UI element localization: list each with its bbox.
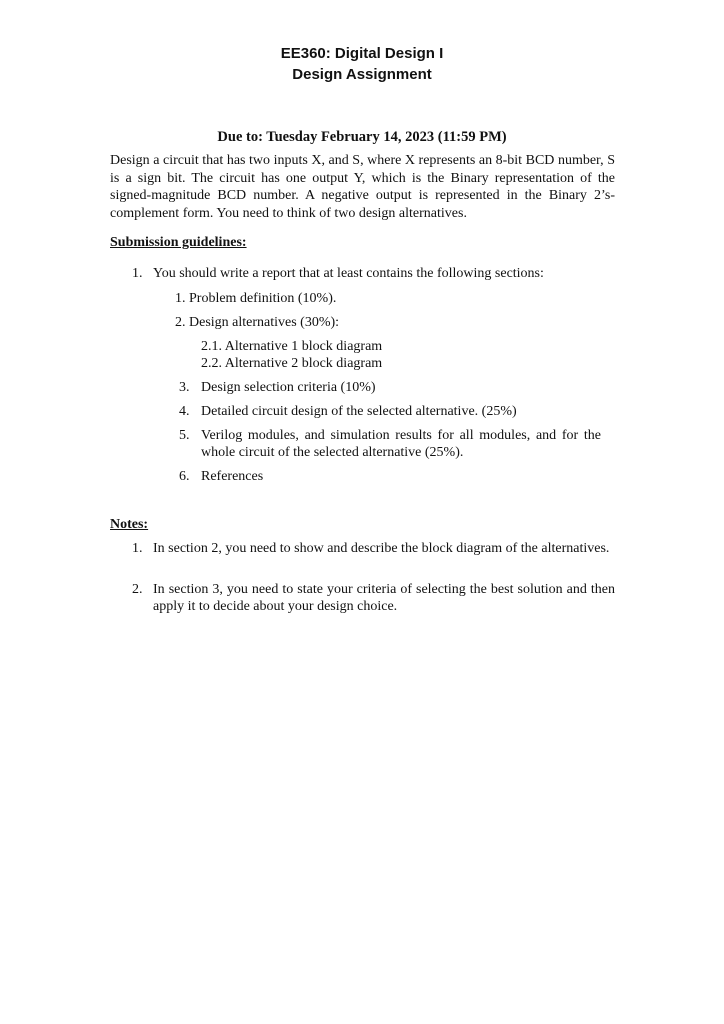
subsection-item: 2.2. Alternative 2 block diagram	[201, 356, 383, 371]
subsection-item: 2.1. Alternative 1 block diagram	[201, 339, 383, 354]
list-item-number: 6.	[179, 469, 190, 484]
section-item: Detailed circuit design of the selected alternative. (25%)	[201, 404, 517, 419]
section-item: 2. Design alternatives (30%):	[175, 315, 340, 330]
document-title: EE360: Digital Design I	[280, 45, 444, 62]
submission-heading: Submission guidelines:	[110, 235, 247, 250]
section-item: Verilog modules, and simulation results for all modules, and for the whole circuit of the selected alternative (25%).	[201, 428, 601, 460]
section-item: 1. Problem definition (10%).	[175, 291, 337, 306]
due-date: Due to: Tuesday February 14, 2023 (11:59 PM)	[217, 129, 507, 145]
document-subtitle: Design Assignment	[292, 66, 432, 83]
list-item-number: 4.	[179, 404, 190, 419]
notes-heading: Notes:	[110, 517, 149, 532]
list-item-number: 3.	[179, 380, 190, 395]
section-item: References	[201, 469, 264, 484]
list-item-number: 2.	[132, 582, 143, 597]
list-item-number: 1.	[132, 266, 143, 281]
section-item: Design selection criteria (10%)	[201, 380, 376, 395]
note-item: In section 3, you need to state your criteria of selecting the best solution and then apply it to decide about your design choice.	[153, 582, 615, 614]
list-item-text: You should write a report that at least contains the following sections:	[153, 266, 544, 281]
list-item-number: 1.	[132, 541, 143, 556]
note-item: In section 2, you need to show and describe the block diagram of the alternatives.	[153, 541, 610, 556]
list-item-number: 5.	[179, 428, 190, 443]
assignment-description: Design a circuit that has two inputs X, and S, where X represents an 8-bit BCD number, S is a sign bit. The circuit has one output Y, which is the Binary representation of the signed-magnitude BCD number. A negative output is represented in the Binary 2’s-complement form. You need to think of two design alternatives.	[110, 153, 615, 221]
